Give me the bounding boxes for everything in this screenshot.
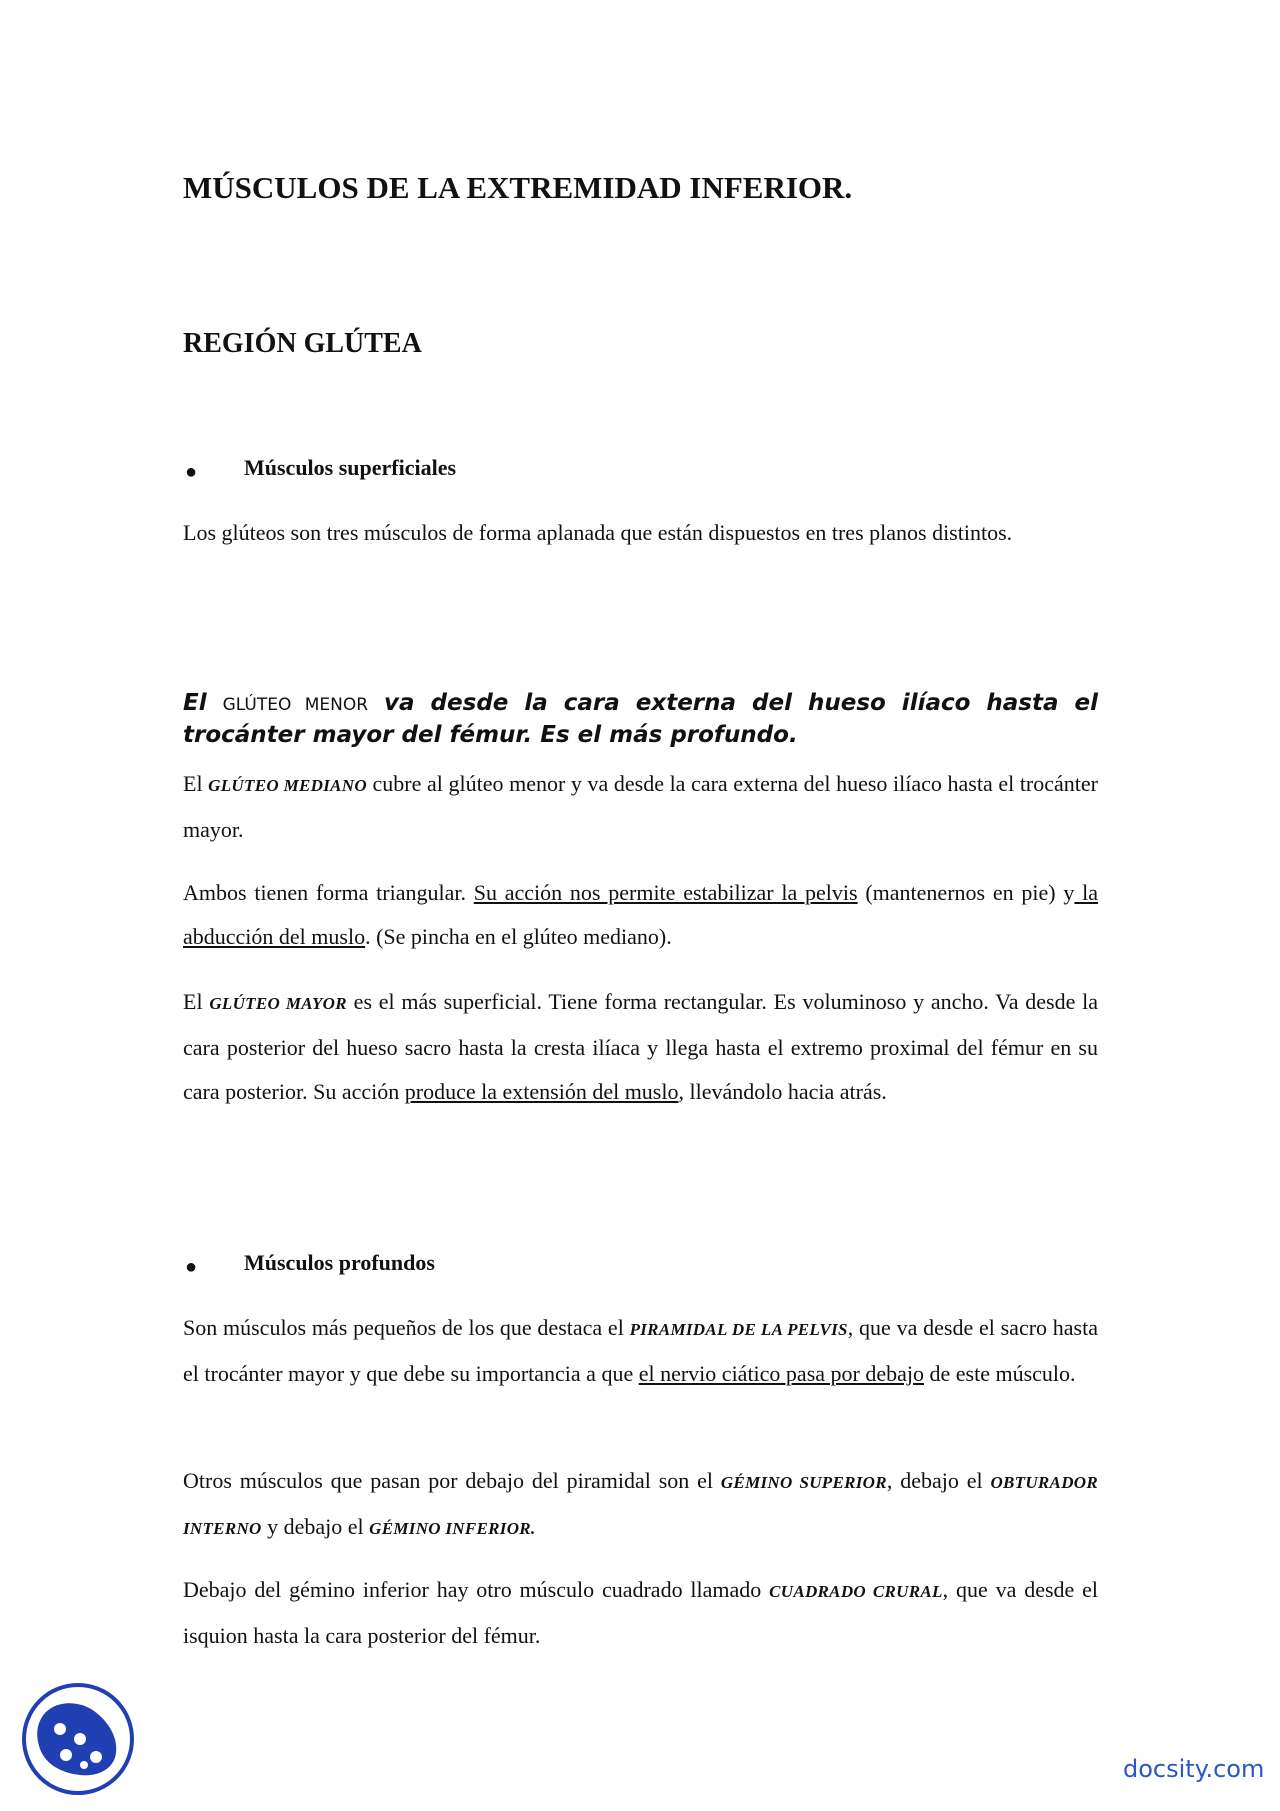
muscle-name: GLÚTEO MEDIANO <box>208 776 367 795</box>
underlined-text: Su acción nos permite estabilizar la pelvis <box>473 880 858 905</box>
paragraph-cuadrado: Debajo del gémino inferior hay otro músculo cuadrado llamado CUADRADO CRURAL, que va desde el isquion hasta la cara posterior del fémur. <box>183 1577 1098 1648</box>
paragraph-piramidal: Son músculos más pequeños de los que destaca el PIRAMIDAL DE LA PELVIS, que va desde el sacro hasta el trocánter mayor y que debe su importancia a que el nervio ciático pasa por debajo de este músculo. <box>183 1315 1098 1386</box>
paragraph-gluteo-mediano: El GLÚTEO MEDIANO cubre al glúteo menor y va desde la cara externa del hueso ilíaco hasta el trocánter mayor. <box>183 771 1098 842</box>
muscle-name: OBTURADOR INTERNO <box>183 1473 1098 1538</box>
bullet-icon: ● <box>185 1256 198 1278</box>
document-page: MÚSCULOS DE LA EXTREMIDAD INFERIOR. REGIÓN GLÚTEA ● Músculos superficiales Los glúteos son tres músculos de forma aplanada que están dispuestos en tres planos distintos. El GLÚTEO MENOR va desde la cara externa del hueso ilíaco hasta el trocánter mayor del fémur. Es el más profundo. El GLÚTEO MEDIANO cubre al glúteo menor y va desde la cara externa del hueso ilíaco hasta el trocánter mayor. Ambos tienen forma triangular. Su acción nos permite estabilizar la pelvis (mantenernos en pie) y la abducción del muslo. (Se pincha en el glúteo mediano). El GLÚTEO MAYOR es el más superficial. Tiene forma rectangular. Es voluminoso y ancho. Va desde la cara posterior del hueso sacro hasta la cresta ilíaca y llega hasta el extremo proximal del fémur en su cara posterior. Su acción produce la extensión del muslo, llevándolo hacia atrás. ● Músculos profundos Son músculos más pequeños de los que destaca el PIRAMIDAL DE LA PELVIS, que va desde el sacro hasta el trocánter mayor y que debe su importancia a que el nervio ciático pasa por debajo de este músculo. Otros músculos que pasan por debajo del piramidal son el GÉMINO SUPERIOR, debajo el OBTURADOR INTERNO y debajo el GÉMINO INFERIOR. Debajo del gémino inferior hay otro músculo cuadrado llamado CUADRADO CRURAL, que va desde el isquion hasta la cara posterior del fémur. docsity.com <box>0 0 1280 1811</box>
underlined-text: la abducción del muslo <box>183 880 1099 949</box>
paragraph-gluteo-mayor: El GLÚTEO MAYOR es el más superficial. Tiene forma rectangular. Es voluminoso y ancho. Va desde la cara posterior del hueso sacro hasta la cresta ilíaca y llega hasta el extremo proximal del fémur en su cara posterior. Su acción produce la extensión del muslo, llevándolo hacia atrás. <box>183 989 1098 1104</box>
muscle-name: GÉMINO INFERIOR. <box>369 1519 536 1538</box>
paragraph-otros: Otros músculos que pasan por debajo del piramidal son el GÉMINO SUPERIOR, debajo el OBTURADOR INTERNO y debajo el GÉMINO INFERIOR. <box>183 1468 1098 1539</box>
muscle-name: GLÚTEO MAYOR <box>209 994 347 1013</box>
bullet-icon: ● <box>185 461 198 483</box>
paragraph-gluteo-menor: El GLÚTEO MENOR va desde la cara externa del hueso ilíaco hasta el trocánter mayor del fémur. Es el más profundo. <box>183 690 1098 748</box>
docsity-logo-icon[interactable] <box>22 1683 134 1795</box>
docsity-brand-link[interactable]: docsity.com <box>1123 1755 1265 1783</box>
muscle-name: PIRAMIDAL DE LA PELVIS <box>629 1320 848 1339</box>
underlined-text: el nervio ciático pasa por debajo <box>638 1361 924 1386</box>
muscle-name: GLÚTEO MENOR <box>222 695 369 715</box>
paragraph-ambos: Ambos tienen forma triangular. Su acción nos permite estabilizar la pelvis (mantenernos en pie) y la abducción del muslo. (Se pincha en el glúteo mediano). <box>183 880 1099 949</box>
section-title: REGIÓN GLÚTEA <box>183 328 422 359</box>
document-title: MÚSCULOS DE LA EXTREMIDAD INFERIOR. <box>183 170 853 205</box>
muscle-name: GÉMINO SUPERIOR <box>720 1473 887 1492</box>
underlined-text: produce la extensión del muslo <box>404 1079 679 1104</box>
muscle-name: CUADRADO CRURAL <box>769 1582 943 1601</box>
paragraph-intro: Los glúteos son tres músculos de forma aplanada que están dispuestos en tres planos distintos. <box>183 520 1013 545</box>
